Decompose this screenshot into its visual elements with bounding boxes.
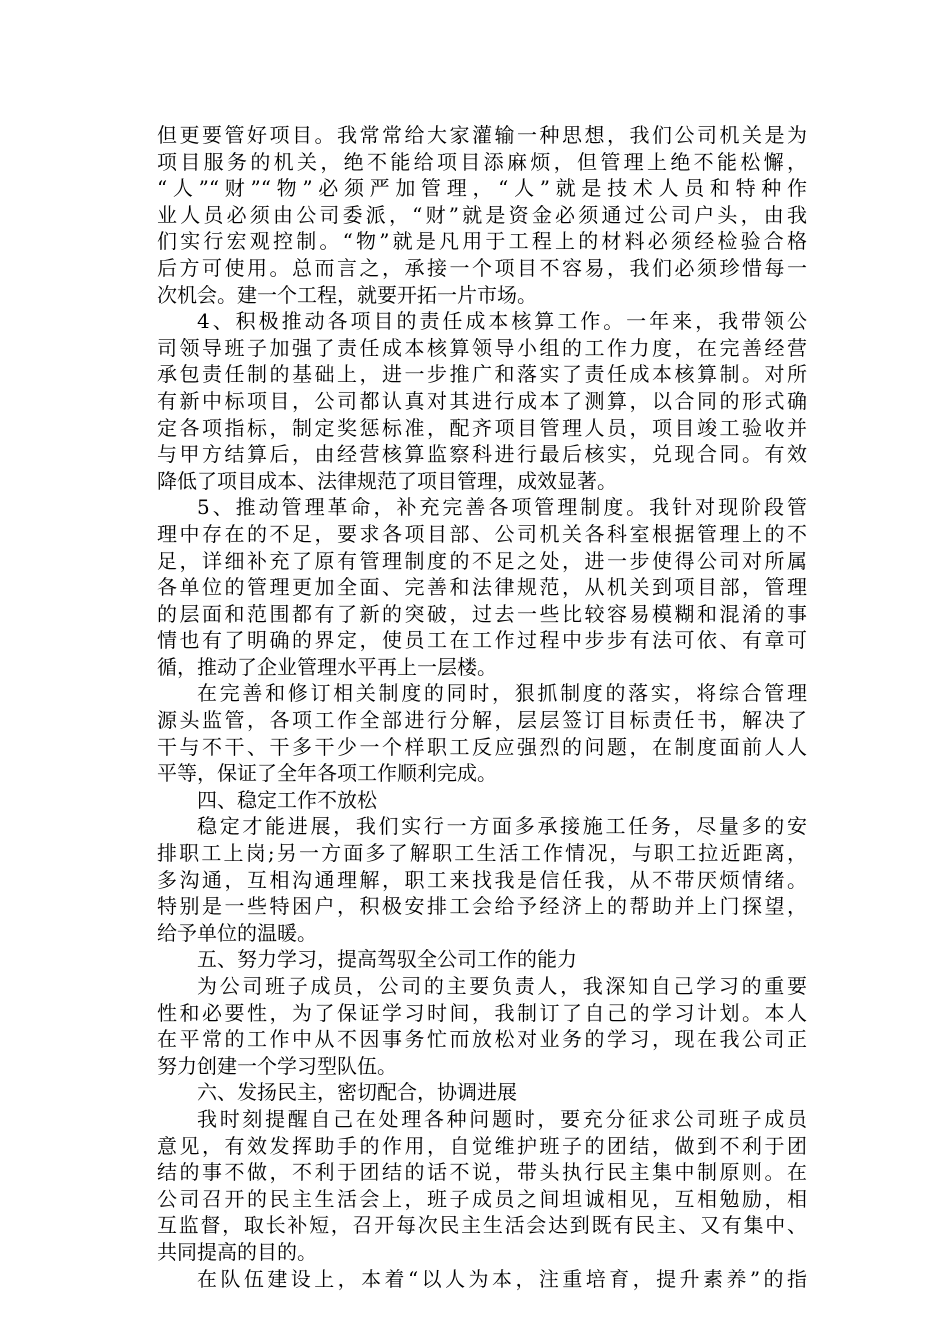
text-line: 与甲方结算后，由经营核算监察科进行最后核实，兑现合同。有效 (157, 442, 807, 467)
text-line: “人”“财”“物”必须严加管理，“人”就是技术人员和特种作 (157, 176, 807, 201)
text-line: 有新中标项目，公司都认真对其进行成本了测算，以合同的形式确 (157, 388, 807, 413)
text-line: 业人员必须由公司委派，“财”就是资金必须通过公司户头，由我 (157, 202, 807, 227)
text-line: 干与不干、干多干少一个样职工反应强烈的问题，在制度面前人人 (157, 734, 807, 759)
text-line: 努力创建一个学习型队伍。 (157, 1053, 397, 1078)
document-page (157, 122, 807, 1292)
text-line: 司领导班子加强了责任成本核算领导小组的工作力度，在完善经营 (157, 335, 807, 360)
text-line: 定各项指标，制定奖惩标准，配齐项目管理人员，项目竣工验收并 (157, 415, 807, 440)
text-line: 们实行宏观控制。“物”就是凡用于工程上的材料必须经检验合格 (157, 229, 807, 254)
text-line: 情也有了明确的界定，使员工在工作过程中步步有法可依、有章可 (157, 628, 807, 653)
paragraph-first-line: 为公司班子成员，公司的主要负责人，我深知自己学习的重要 (197, 974, 807, 998)
text-line: 次机会。建一个工程，就要开拓一片市场。 (157, 282, 537, 307)
text-line: 共同提高的目的。 (157, 1239, 317, 1264)
text-line: 特别是一些特困户，积极安排工会给予经济上的帮助并上门探望， (157, 894, 807, 919)
text-line: 互监督，取长补短，召开每次民主生活会达到既有民主、又有集中、 (157, 1213, 807, 1238)
text-line: 足，详细补充了原有管理制度的不足之处，进一步使得公司对所属 (157, 548, 807, 573)
section-heading: 四、稳定工作不放松 (197, 787, 377, 812)
text-line: 后方可使用。总而言之，承接一个项目不容易，我们必须珍惜每一 (157, 255, 807, 280)
text-line: 意见，有效发挥助手的作用，自觉维护班子的团结，做到不利于团 (157, 1133, 807, 1158)
text-line: 但更要管好项目。我常常给大家灌输一种思想，我们公司机关是为 (157, 123, 807, 147)
text-line: 排职工上岗;另一方面多了解职工生活工作情况，与职工拉近距离， (157, 841, 807, 866)
text-line: 承包责任制的基础上，进一步推广和落实了责任成本核算制。对所 (157, 362, 807, 387)
text-line: 理中存在的不足，要求各项目部、公司机关各科室根据管理上的不 (157, 521, 807, 546)
paragraph-first-line: 我时刻提醒自己在处理各种问题时，要充分征求公司班子成员 (197, 1106, 807, 1131)
paragraph-first-line: 5、推动管理革命，补充完善各项管理制度。我针对现阶段管 (197, 495, 807, 520)
paragraph-first-line: 4、积极推动各项目的责任成本核算工作。一年来，我带领公 (197, 309, 807, 334)
text-line: 各单位的管理更加全面、完善和法律规范，从机关到项目部，管理 (157, 575, 807, 600)
paragraph-first-line: 在队伍建设上，本着“以人为本，注重培育，提升素养”的指 (197, 1266, 807, 1291)
text-line: 项目服务的机关，绝不能给项目添麻烦，但管理上绝不能松懈， (157, 149, 807, 174)
text-line: 性和必要性，为了保证学习时间，我制订了自己的学习计划。本人 (157, 1000, 807, 1025)
text-line: 结的事不做，不利于团结的话不说，带头执行民主集中制原则。在 (157, 1160, 807, 1185)
paragraph-first-line: 在完善和修订相关制度的同时，狠抓制度的落实，将综合管理 (197, 681, 807, 706)
text-line: 公司召开的民主生活会上，班子成员之间坦诚相见，互相勉励，相 (157, 1186, 807, 1211)
text-line: 循，推动了企业管理水平再上一层楼。 (157, 654, 497, 679)
text-line: 平等，保证了全年各项工作顺利完成。 (157, 761, 497, 786)
text-line: 源头监管，各项工作全部进行分解，层层签订目标责任书，解决了 (157, 708, 807, 733)
text-line: 在平常的工作中从不因事务忙而放松对业务的学习，现在我公司正 (157, 1027, 807, 1052)
text-line: 给予单位的温暖。 (157, 920, 317, 945)
text-line: 降低了项目成本、法律规范了项目管理，成效显著。 (157, 468, 617, 493)
paragraph-first-line: 稳定才能进展，我们实行一方面多承接施工任务，尽量多的安 (197, 814, 807, 839)
section-heading: 五、努力学习，提高驾驭全公司工作的能力 (197, 947, 577, 972)
section-heading: 六、发扬民主，密切配合，协调进展 (197, 1080, 517, 1105)
text-line: 多沟通，互相沟通理解，职工来找我是信任我，从不带厌烦情绪。 (157, 867, 807, 892)
text-line: 的层面和范围都有了新的突破，过去一些比较容易模糊和混淆的事 (157, 601, 807, 626)
